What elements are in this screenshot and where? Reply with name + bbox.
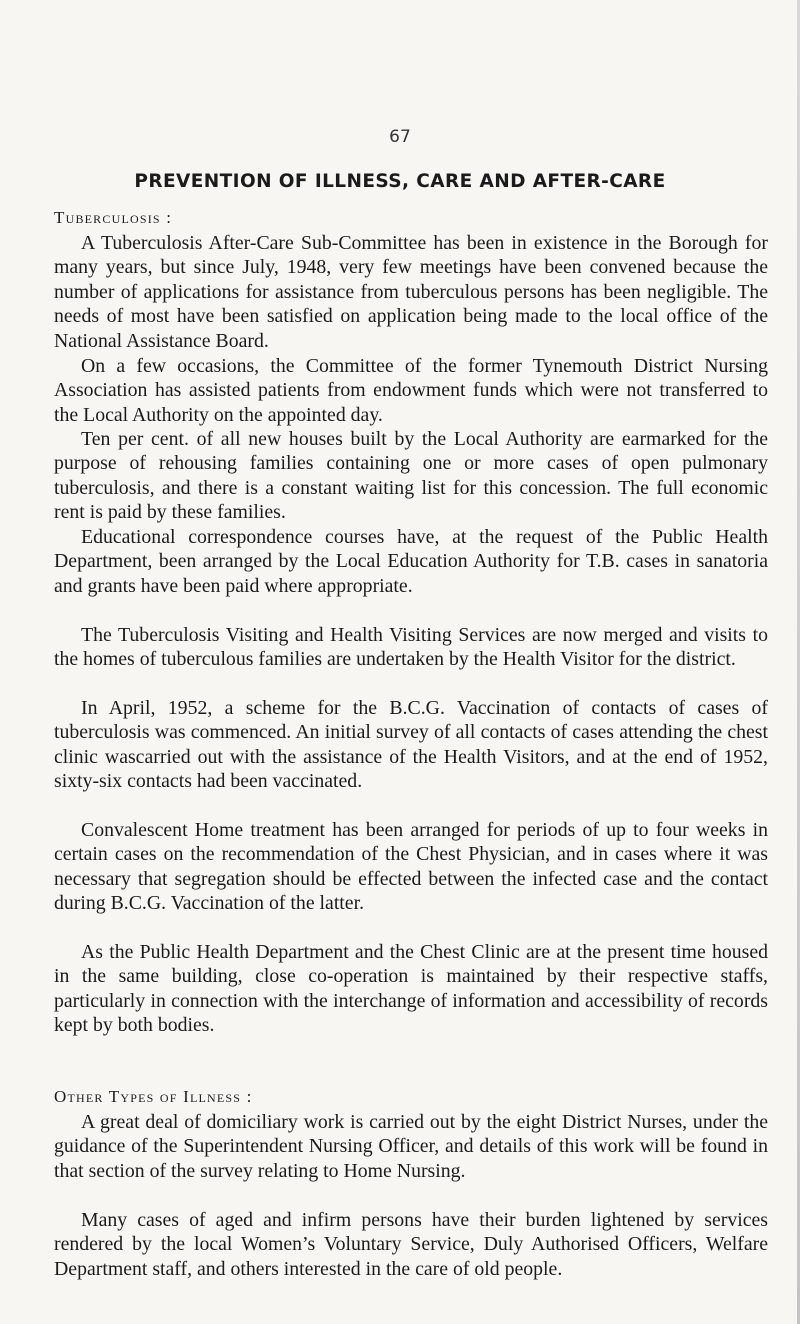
- paragraph-co-operation: As the Public Health Department and the Chest Clinic are at the present time housed in the same building, close co-operation is maintained by their respective staffs, particularly in connection with the interchange of information and accessibility of records kept by both bodies.: [54, 941, 768, 1037]
- paragraph-visiting-services: The Tuberculosis Visiting and Health Visiting Services are now merged and visits to the homes of tuberculous families are undertaken by the Health Visitor for the district.: [54, 624, 768, 671]
- paragraph-nursing-association: On a few occasions, the Committee of the former Tynemouth District Nursing Association has assisted patients from endowment funds which were not transferred to the Local Authority on the appointed day.: [54, 355, 768, 426]
- section-heading-other-illness: Other Types of Illness :: [54, 1087, 253, 1106]
- paragraph-rehousing: Ten per cent. of all new houses built by the Local Authority are earmarked for the purpose of rehousing families containing one or more cases of open pulmonary tuberculosis, and there is a constant waiting list for this concession. The full economic rent is paid by these families.: [54, 428, 768, 524]
- section-heading-tuberculosis: Tuberculosis :: [54, 208, 173, 227]
- paragraph-convalescent-home: Convalescent Home treatment has been arranged for periods of up to four weeks in certain cases on the recommendation of the Chest Physician, and in cases where it was necessary that segregation should be effected between the infected case and the contact during B.C.G. Vaccination of the latter.: [54, 819, 768, 915]
- paragraph-aged-infirm: Many cases of aged and infirm persons have their burden lightened by services rendered by the local Women’s Voluntary Service, Duly Authorised Officers, Welfare Department staff, and others interested in the care of old people.: [54, 1209, 768, 1280]
- page-title: PREVENTION OF ILLNESS, CARE AND AFTER-CARE: [134, 171, 666, 192]
- paragraph-bcg-vaccination: In April, 1952, a scheme for the B.C.G. Vaccination of contacts of cases of tuberculosis was commenced. An initial survey of all contacts of cases attending the chest clinic wascarried out with the assistance of the Health Visitors, and at the end of 1952, sixty-six contacts had been vaccinated.: [54, 697, 768, 793]
- paragraph-after-care-committee: A Tuberculosis After-Care Sub-Committee has been in existence in the Borough for many years, but since July, 1948, very few meetings have been convened because the number of applications for assistance from tuberculous persons has been negligible. The needs of most have been satisfied on application being made to the local office of the National Assistance Board.: [54, 232, 768, 352]
- paragraph-education: Educational correspondence courses have, at the request of the Public Health Department, been arranged by the Local Education Authority for T.B. cases in sanatoria and grants have been paid where appropriate.: [54, 526, 768, 597]
- page-number: 67: [389, 127, 411, 147]
- paragraph-domiciliary-work: A great deal of domiciliary work is carried out by the eight District Nurses, under the guidance of the Superintendent Nursing Officer, and details of this work will be found in that section of the survey relating to Home Nursing.: [54, 1111, 768, 1182]
